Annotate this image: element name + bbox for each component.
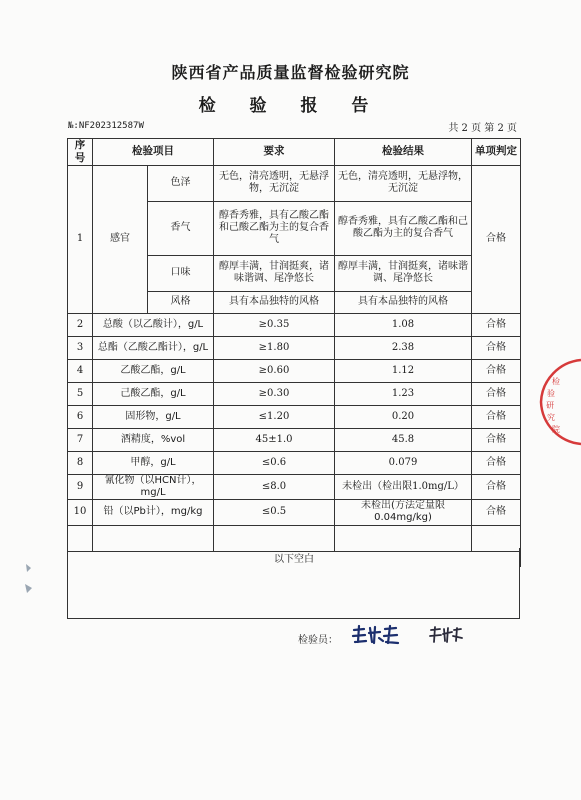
row-result: 1.12 xyxy=(335,359,472,382)
svg-text:研: 研 xyxy=(546,401,554,410)
row-result: 0.20 xyxy=(335,405,472,428)
row-requirement: ≤0.6 xyxy=(214,451,335,474)
row-judgement: 合格 xyxy=(472,405,521,428)
table-row xyxy=(68,451,521,474)
row-result: 醇香秀雅，具有乙酸乙酯和己酸乙酯为主的复合香气 xyxy=(335,201,472,255)
row-result: 1.23 xyxy=(335,382,472,405)
svg-text:院: 院 xyxy=(552,425,560,434)
row-item: 乙酸乙酯，g/L xyxy=(93,359,214,382)
svg-text:验: 验 xyxy=(547,389,555,398)
row-judgement: 合格 xyxy=(472,451,521,474)
row-item: 总酯（乙酸乙酯计），g/L xyxy=(93,336,214,359)
row-result: 0.079 xyxy=(335,451,472,474)
svg-text:检: 检 xyxy=(552,377,560,386)
row-result: 2.38 xyxy=(335,336,472,359)
row-no: 3 xyxy=(68,336,93,359)
row-no: 2 xyxy=(68,313,93,336)
row-requirement: ≤0.5 xyxy=(214,499,335,525)
blank-area xyxy=(67,548,520,619)
row-judgement: 合格 xyxy=(472,428,521,451)
row-requirement: 具有本品独特的风格 xyxy=(214,291,335,313)
row-requirement: ≤8.0 xyxy=(214,474,335,499)
row-subitem: 口味 xyxy=(148,255,214,291)
table-row xyxy=(68,313,521,336)
row-result: 45.8 xyxy=(335,428,472,451)
row-no: 8 xyxy=(68,451,93,474)
row-result: 未检出(方法定量限0.04mg/kg) xyxy=(335,499,472,525)
row-requirement: 醇厚丰满，甘润挺爽，诸味谐调、尾净悠长 xyxy=(214,255,335,291)
row-no: 1 xyxy=(68,165,93,313)
col-header-judgement: 单项判定 xyxy=(472,139,521,166)
page-info: 共 2 页 第 2 页 xyxy=(448,123,517,134)
row-judgement: 合格 xyxy=(472,165,521,313)
row-subitem: 香气 xyxy=(148,201,214,255)
seal-stamp xyxy=(538,358,581,446)
row-requirement: 醇香秀雅，具有乙酸乙酯和己酸乙酯为主的复合香气 xyxy=(214,201,335,255)
row-result: 1.08 xyxy=(335,313,472,336)
row-no: 5 xyxy=(68,382,93,405)
table-row xyxy=(68,336,521,359)
row-no: 10 xyxy=(68,499,93,525)
row-result: 具有本品独特的风格 xyxy=(335,291,472,313)
col-header-requirement: 要求 xyxy=(214,139,335,166)
row-requirement: ≥0.60 xyxy=(214,359,335,382)
table-row xyxy=(68,474,521,499)
row-judgement: 合格 xyxy=(472,382,521,405)
report-number: №:NF202312587W xyxy=(68,121,144,131)
row-requirement: ≥0.30 xyxy=(214,382,335,405)
row-subitem: 风格 xyxy=(148,291,214,313)
inspection-table xyxy=(67,138,521,567)
row-item: 铅（以Pb计），mg/kg xyxy=(93,499,214,525)
col-header-result: 检验结果 xyxy=(335,139,472,166)
row-item: 甲醇，g/L xyxy=(93,451,214,474)
row-requirement: ≤1.20 xyxy=(214,405,335,428)
row-result: 醇厚丰满，甘润挺爽，诸味谐调、尾净悠长 xyxy=(335,255,472,291)
signature-1 xyxy=(350,624,400,646)
table-header-row xyxy=(68,139,521,166)
organization-name: 陕西省产品质量监督检验研究院 xyxy=(171,63,410,82)
row-judgement: 合格 xyxy=(472,313,521,336)
row-requirement: ≥0.35 xyxy=(214,313,335,336)
row-result: 无色，清亮透明，无悬浮物，无沉淀 xyxy=(335,165,472,201)
row-judgement: 合格 xyxy=(472,474,521,499)
table-row xyxy=(68,405,521,428)
table-row xyxy=(68,499,521,525)
table-row xyxy=(68,165,521,201)
row-subitem: 色泽 xyxy=(148,165,214,201)
row-requirement: 45±1.0 xyxy=(214,428,335,451)
row-item: 氰化物（以HCN计），mg/L xyxy=(93,474,214,499)
row-no: 4 xyxy=(68,359,93,382)
scan-speck xyxy=(22,560,36,600)
col-header-no: 序号 xyxy=(68,139,93,166)
row-result: 未检出（检出限1.0mg/L） xyxy=(335,474,472,499)
report-title: 检 验 报 告 xyxy=(198,96,383,116)
row-item: 酒精度，%vol xyxy=(93,428,214,451)
row-item: 固形物，g/L xyxy=(93,405,214,428)
signature-2 xyxy=(428,626,464,644)
inspector-label: 检验员： xyxy=(298,635,338,646)
row-no: 7 xyxy=(68,428,93,451)
row-requirement: 无色，清亮透明，无悬浮物，无沉淀 xyxy=(214,165,335,201)
row-no: 9 xyxy=(68,474,93,499)
table-row xyxy=(68,382,521,405)
row-item: 己酸乙酯，g/L xyxy=(93,382,214,405)
blank-below-note: 以下空白 xyxy=(68,551,521,567)
svg-text:究: 究 xyxy=(547,413,555,422)
table-row xyxy=(68,428,521,451)
row-item: 总酸（以乙酸计），g/L xyxy=(93,313,214,336)
row-judgement: 合格 xyxy=(472,336,521,359)
row-no: 6 xyxy=(68,405,93,428)
row-category: 感官 xyxy=(93,165,148,313)
table-row xyxy=(68,359,521,382)
row-judgement: 合格 xyxy=(472,499,521,525)
col-header-item: 检验项目 xyxy=(93,139,214,166)
row-judgement: 合格 xyxy=(472,359,521,382)
row-requirement: ≥1.80 xyxy=(214,336,335,359)
